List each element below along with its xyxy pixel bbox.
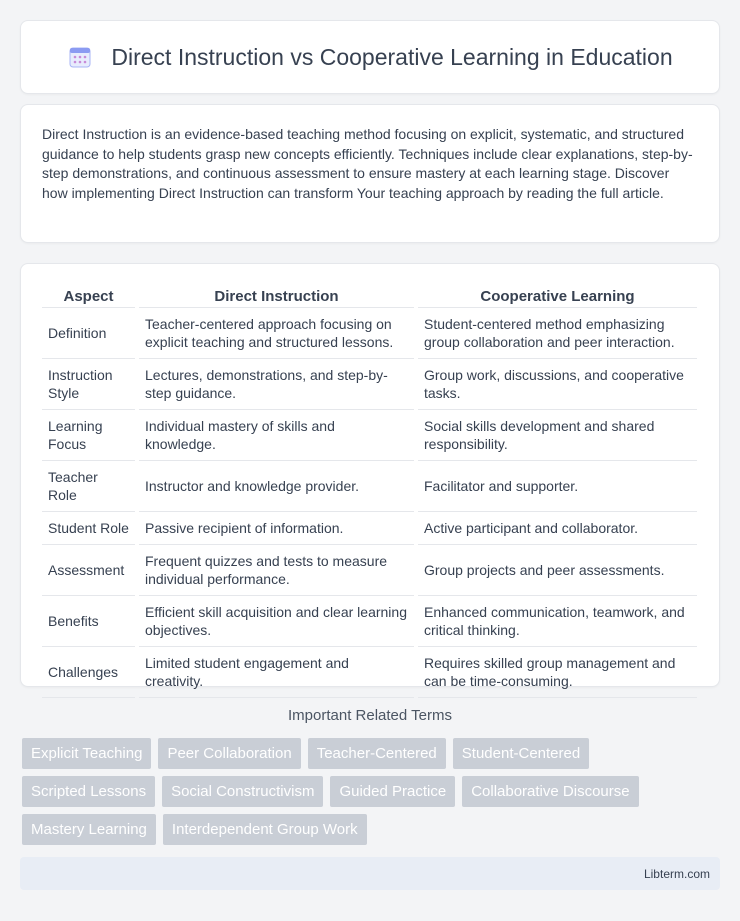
page-title: Direct Instruction vs Cooperative Learning in Education (111, 43, 673, 70)
header-direct-instruction: Direct Instruction (139, 284, 414, 308)
tag-mastery-learning[interactable]: Mastery Learning (22, 814, 156, 845)
tag-explicit-teaching[interactable]: Explicit Teaching (22, 738, 151, 769)
footer (20, 857, 720, 890)
row-direct-instruction: Efficient skill acquisition and clear learning objectives. (139, 596, 414, 647)
row-aspect: Instruction Style (42, 359, 135, 410)
tag-peer-collaboration[interactable]: Peer Collaboration (158, 738, 300, 769)
related-terms-tags (22, 738, 722, 845)
footer-site-link[interactable]: Libterm.com (643, 866, 710, 881)
row-direct-instruction: Instructor and knowledge provider. (139, 461, 414, 512)
header-aspect: Aspect (42, 284, 135, 308)
row-cooperative-learning: Requires skilled group management and can be time-consuming. (418, 647, 697, 698)
comparison-table (38, 284, 701, 698)
row-direct-instruction: Passive recipient of information. (139, 512, 414, 545)
row-aspect: Definition (42, 308, 135, 359)
row-aspect: Learning Focus (42, 410, 135, 461)
row-aspect: Teacher Role (42, 461, 135, 512)
table-header-row (42, 284, 697, 308)
table-row (42, 461, 697, 512)
table-row (42, 545, 697, 596)
row-aspect: Student Role (42, 512, 135, 545)
tag-guided-practice[interactable]: Guided Practice (330, 776, 455, 807)
table-row (42, 410, 697, 461)
row-cooperative-learning: Facilitator and supporter. (418, 461, 697, 512)
intro-text: Direct Instruction is an evidence-based teaching method focusing on explicit, systematic, and structured guidance to help students grasp new concepts efficiently. Techniques include clear explanations, step-by-step demonstrations, and continuous assessment to ensure mastery at each learning stage. Discover how implementing Direct Instruction can transform Your teaching approach by reading the full article. (42, 126, 693, 201)
row-direct-instruction: Frequent quizzes and tests to measure individual performance. (139, 545, 414, 596)
row-cooperative-learning: Group projects and peer assessments. (418, 545, 697, 596)
table-row (42, 647, 697, 698)
header-cooperative-learning: Cooperative Learning (418, 284, 697, 308)
tag-social-constructivism[interactable]: Social Constructivism (162, 776, 323, 807)
row-direct-instruction: Teacher-centered approach focusing on explicit teaching and structured lessons. (139, 308, 414, 359)
table-row (42, 308, 697, 359)
table-row (42, 596, 697, 647)
tag-student-centered[interactable]: Student-Centered (453, 738, 589, 769)
row-aspect: Benefits (42, 596, 135, 647)
row-direct-instruction: Limited student engagement and creativity. (139, 647, 414, 698)
comparison-table-card (20, 263, 720, 687)
tag-collaborative-discourse[interactable]: Collaborative Discourse (462, 776, 638, 807)
row-direct-instruction: Individual mastery of skills and knowledge. (139, 410, 414, 461)
row-aspect: Assessment (42, 545, 135, 596)
row-cooperative-learning: Student-centered method emphasizing group collaboration and peer interaction. (418, 308, 697, 359)
row-cooperative-learning: Group work, discussions, and cooperative tasks. (418, 359, 697, 410)
table-row (42, 359, 697, 410)
related-terms-title: Important Related Terms (288, 707, 452, 724)
row-aspect: Challenges (42, 647, 135, 698)
row-cooperative-learning: Active participant and collaborator. (418, 512, 697, 545)
table-row (42, 512, 697, 545)
page-header (20, 20, 720, 94)
row-cooperative-learning: Enhanced communication, teamwork, and critical thinking. (418, 596, 697, 647)
tag-scripted-lessons[interactable]: Scripted Lessons (22, 776, 155, 807)
intro-card (20, 104, 720, 243)
row-cooperative-learning: Social skills development and shared responsibility. (418, 410, 697, 461)
tag-teacher-centered[interactable]: Teacher-Centered (308, 738, 446, 769)
calendar-icon (67, 44, 93, 70)
row-direct-instruction: Lectures, demonstrations, and step-by-step guidance. (139, 359, 414, 410)
tag-interdependent-group-work[interactable]: Interdependent Group Work (163, 814, 367, 845)
